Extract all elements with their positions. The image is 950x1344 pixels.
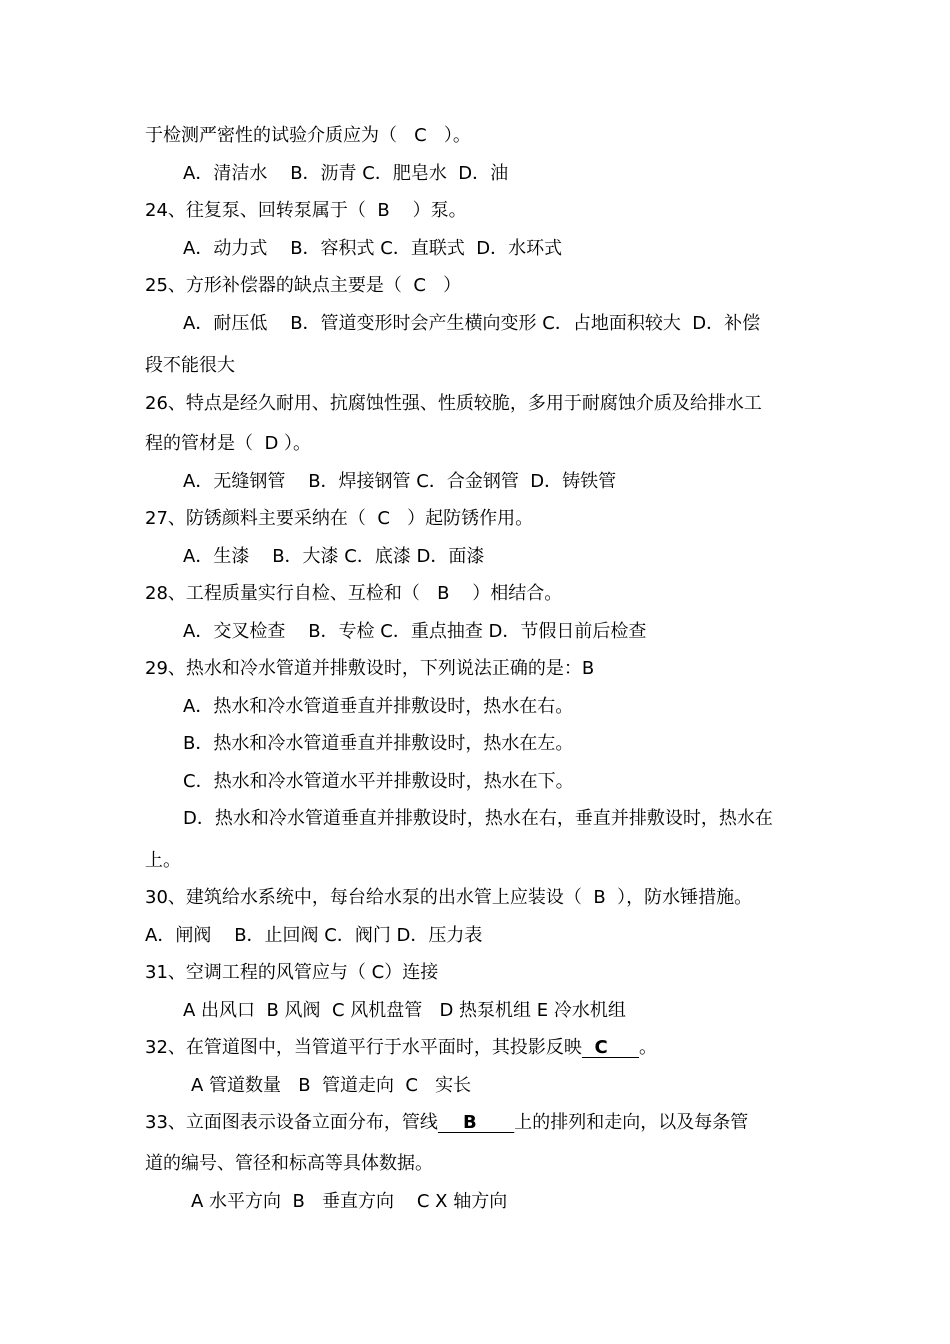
question-33-text: 33、立面图表示设备立面分布，管线 — [145, 1112, 438, 1133]
question-29-option-b: B．热水和冷水管道垂直并排敷设时，热水在左。 — [183, 733, 574, 754]
question-32-text-end: 。 — [638, 1037, 657, 1058]
question-24-options: A．动力式 B．容积式 C．直联式 D．水环式 — [183, 238, 563, 259]
question-33-text-end: 上的排列和走向，以及每条管 — [514, 1112, 749, 1133]
question-32-text: 32、在管道图中，当管道平行于水平面时，其投影反映 — [145, 1037, 582, 1058]
question-30-options: A．闸阀 B．止回阀 C．阀门 D．压力表 — [145, 925, 483, 946]
question-27-stem: 27、防锈颜料主要采纳在（ C ）起防锈作用。 — [145, 508, 534, 529]
question-29-option-d-continued: 上。 — [145, 850, 181, 871]
question-26-options: A．无缝钢管 B．焊接钢管 C．合金钢管 D．铸铁管 — [183, 471, 617, 492]
question-33-stem-continued: 道的编号、管径和标高等具体数据。 — [145, 1153, 433, 1174]
question-32-answer-blank: C — [581, 1037, 639, 1058]
question-33-options: A 水平方向 B 垂直方向 C X 轴方向 — [191, 1191, 508, 1212]
question-33-answer-blank: B — [437, 1112, 515, 1133]
question-27-options: A．生漆 B．大漆 C．底漆 D．面漆 — [183, 546, 485, 567]
question-29-option-a: A．热水和冷水管道垂直并排敷设时，热水在右。 — [183, 696, 574, 717]
question-24-stem: 24、往复泵、回转泵属于（ B ）泵。 — [145, 200, 467, 221]
question-25-options: A．耐压低 B．管道变形时会产生横向变形 C．占地面积较大 D．补偿 — [183, 313, 761, 334]
question-23-options: A．清洁水 B．沥青 C．肥皂水 D．油 — [183, 163, 509, 184]
question-26-stem-continued: 程的管材是（ D ）。 — [145, 433, 312, 454]
question-25-stem: 25、方形补偿器的缺点主要是（ C ） — [145, 275, 462, 296]
question-25-options-continued: 段不能很大 — [145, 355, 235, 376]
question-31-stem: 31、空调工程的风管应与（ C）连接 — [145, 962, 439, 983]
question-28-stem: 28、工程质量实行自检、互检和（ B ）相结合。 — [145, 583, 563, 604]
question-30-stem: 30、建筑给水系统中，每台给水泵的出水管上应装设（ B ），防水锤措施。 — [145, 887, 753, 908]
question-26-stem: 26、特点是经久耐用、抗腐蚀性强、性质较脆，多用于耐腐蚀介质及给排水工 — [145, 393, 762, 414]
question-32-options: A 管道数量 B 管道走向 C 实长 — [191, 1075, 472, 1096]
question-23-stem-tail: 于检测严密性的试验介质应为（ C ）。 — [145, 125, 471, 146]
question-28-options: A．交叉检查 B．专检 C．重点抽查 D．节假日前后检查 — [183, 621, 647, 642]
question-33-stem — [145, 1111, 748, 1135]
question-29-option-d: D．热水和冷水管道垂直并排敷设时，热水在右，垂直并排敷设时，热水在 — [183, 808, 773, 829]
question-31-options: A 出风口 B 风阀 C 风机盘管 D 热泵机组 E 冷水机组 — [183, 1000, 626, 1021]
question-29-option-c: C．热水和冷水管道水平并排敷设时，热水在下。 — [183, 771, 574, 792]
question-32-stem — [145, 1036, 657, 1060]
question-29-stem: 29、热水和冷水管道并排敷设时，下列说法正确的是：B — [145, 658, 595, 679]
